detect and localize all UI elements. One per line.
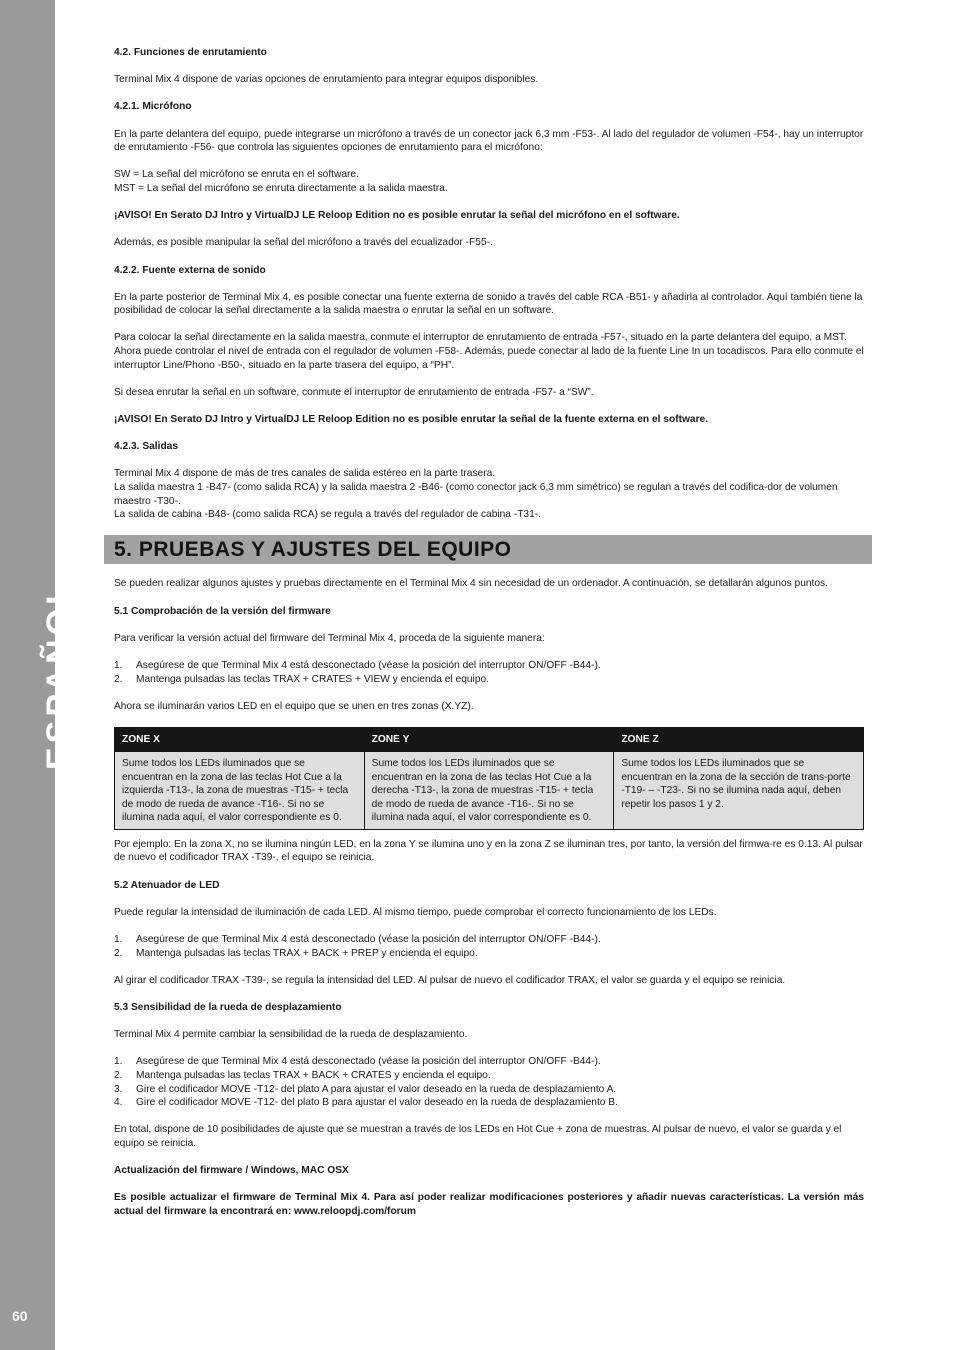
outputs-line: La salida maestra 1 -B47- (como salida RCA) y la salida maestra 2 -B46- (como conector jack 6,3 mm simétrico) se regulan a través del codifica-dor de volumen maestro -T30-. — [114, 482, 838, 507]
warning-external: ¡AVISO! En Serato DJ Intro y VirtualDJ LE Reloop Edition no es posible enrutar la señal de la fuente externa en el software. — [114, 414, 709, 426]
list-number: 2. — [114, 1069, 123, 1081]
list-text: Gire el codificador MOVE -T12- del plato B para ajustar el valor deseado en la rueda de desplazamiento B. — [136, 1097, 618, 1109]
list-number: 1. — [114, 659, 123, 671]
sw-mst-definitions — [114, 168, 864, 195]
table-cell: Sume todos los LEDs iluminados que se encuentran en la zona de las teclas Hot Cue a la izquierda -T13-, la zona de muestras -T15- + tecla de modo de rueda de avance -T16-. Si no se ilumina nada aquí, el valor correspondiente es 0. — [115, 751, 365, 829]
outputs-line: La salida de cabina -B48- (como salida RCA) se regula a través del regulador de cabina -T31-. — [114, 509, 541, 521]
paragraph: Además, es posible manipular la señal del micrófono a través del ecualizador -F55-. — [114, 237, 493, 249]
paragraph: Terminal Mix 4 dispone de varias opciones de enrutamiento para integrar equipos disponibles. — [114, 74, 539, 86]
paragraph: Al girar el codificador TRAX -T39-, se regula la intensidad del LED. Al pulsar de nuevo el codificador TRAX, el valor se guarda y el equipo se reinicia. — [114, 974, 786, 986]
paragraph: Si desea enrutar la señal en un software, conmute el interruptor de enrutamiento de entrada -F57- a “SW”. — [114, 386, 594, 398]
table-header: ZONE Z — [614, 727, 864, 751]
list-number: 4. — [114, 1097, 123, 1109]
list-number: 2. — [114, 673, 123, 685]
firmware-update-text: Es posible actualizar el firmware de Terminal Mix 4. Para así poder realizar modificaciones posteriores y añadir nuevas características. La versión más actual del firmware la encontrará en: www.reloopdj.com/forum — [114, 1192, 864, 1217]
list-number: 3. — [114, 1083, 123, 1095]
language-label: ESPAÑOL — [40, 580, 78, 770]
paragraph: Para colocar la señal directamente en la salida maestra, conmute el interruptor de enrutamiento de entrada -F57-, situado en la parte delantera del equipo, a MST. Ahora puede controlar el nivel de entrada con el regulador de volumen -F58-. Además, puede conectar al lado de la fuente Line In un tocadiscos. Para ello conmute el interruptor Line/Phono -B50-, situado en la parte trasera del equipo, a “PH”. — [114, 332, 864, 371]
heading-firmware-version: 5.1 Comprobación de la versión del firmware — [114, 605, 331, 617]
list-item — [114, 1083, 864, 1097]
steps-list — [114, 659, 864, 686]
list-number: 2. — [114, 947, 123, 959]
steps-list — [114, 933, 864, 960]
list-item — [114, 933, 864, 947]
list-item — [114, 1069, 864, 1083]
paragraph: Puede regular la intensidad de iluminación de cada LED. Al mismo tiempo, puede comprobar el correcto funcionamiento de los LEDs. — [114, 906, 717, 918]
page-number: 60 — [12, 1308, 28, 1324]
table-header-row — [115, 727, 864, 751]
main-content — [114, 46, 864, 1232]
list-text: Gire el codificador MOVE -T12- del plato A para ajustar el valor deseado en la rueda de desplazamiento A. — [136, 1083, 617, 1095]
paragraph: En la parte posterior de Terminal Mix 4, es posible conectar una fuente externa de sonido a través del cable RCA -B51- y añadirla al controlador. Aquí también tiene la posibilidad de colocar la señal directamente a la salida maestra o enrutar la señal en un software. — [114, 291, 863, 317]
list-text: Mantenga pulsadas las teclas TRAX + BACK + PREP y encienda el equipo. — [136, 947, 478, 959]
table-cell: Sume todos los LEDs iluminados que se encuentran en la zona de las teclas Hot Cue a la derecha -T13-, la zona de muestras -T15- + tecla de modo de rueda de avance -T16-. Si no se ilumina nada aquí, el valor correspondiente es 0. — [364, 751, 614, 829]
list-item — [114, 1055, 864, 1069]
mst-definition: MST = La señal del micrófono se enruta directamente a la salida maestra. — [114, 182, 448, 194]
heading-firmware-update: Actualización del firmware / Windows, MAC OSX — [114, 1165, 349, 1177]
sidebar — [0, 0, 78, 1350]
list-text: Asegúrese de que Terminal Mix 4 está desconectado (véase la posición del interruptor ON/OFF -B44-). — [136, 1056, 601, 1068]
paragraph: En total, dispone de 10 posibilidades de ajuste que se muestran a través de los LEDs en Hot Cue + zona de muestras. Al pulsar de nuevo, el valor se guarda y el equipo se reinicia. — [114, 1124, 842, 1149]
table-cell: Sume todos los LEDs iluminados que se encuentran en la zona de la sección de trans-porte -T19- – -T23-. Si no se ilumina nada aquí, deben repetir los pasos 1 y 2. — [614, 751, 864, 829]
list-text: Mantenga pulsadas las teclas TRAX + CRATES + VIEW y encienda el equipo. — [136, 673, 489, 685]
outputs-block — [114, 467, 864, 521]
paragraph: Se pueden realizar algunos ajustes y pruebas directamente en el Terminal Mix 4 sin necesidad de un ordenador. A continuación, se detallarán algunos puntos. — [114, 578, 828, 590]
zones-table — [114, 727, 864, 830]
heading-outputs: 4.2.3. Salidas — [114, 441, 178, 453]
table-header: ZONE X — [115, 727, 365, 751]
paragraph: Ahora se iluminarán varios LED en el equipo que se unen en tres zonas (X.YZ). — [114, 700, 474, 712]
steps-list — [114, 1055, 864, 1109]
heading-routing: 4.2. Funciones de enrutamiento — [114, 47, 267, 58]
heading-led-dimmer: 5.2 Atenuador de LED — [114, 879, 220, 891]
paragraph: En la parte delantera del equipo, puede integrarse un micrófono a través de un conector jack 6,3 mm -F53-. Al lado del regulador de volumen -F54-, hay un interruptor de enrutamiento -F56- que controla las siguientes opciones de enrutamiento para el micrófono: — [114, 128, 864, 154]
table-header: ZONE Y — [364, 727, 614, 751]
section-title: 5. PRUEBAS Y AJUSTES DEL EQUIPO — [104, 535, 872, 564]
paragraph: Por ejemplo: En la zona X, no se ilumina ningún LED, en la zona Y se ilumina uno y en la zona Z se iluminan tres, por tanto, la versión del firmwa-re es 0.13. Al pulsar de nuevo el codificador TRAX -T39-, el equipo se reinicia. — [114, 838, 863, 864]
list-text: Asegúrese de que Terminal Mix 4 está desconectado (véase la posición del interruptor ON/OFF -B44-). — [136, 659, 601, 671]
list-text: Mantenga pulsadas las teclas TRAX + BACK + CRATES y encienda el equipo. — [136, 1069, 491, 1081]
list-number: 1. — [114, 934, 123, 946]
warning-mic: ¡AVISO! En Serato DJ Intro y VirtualDJ LE Reloop Edition no es posible enrutar la señal del micrófono en el software. — [114, 210, 680, 222]
paragraph: Para verificar la versión actual del firmware del Terminal Mix 4, proceda de la siguiente manera: — [114, 632, 545, 644]
heading-external-source: 4.2.2. Fuente externa de sonido — [114, 264, 266, 276]
heading-jog-sensitivity: 5.3 Sensibilidad de la rueda de desplazamiento — [114, 1002, 342, 1013]
table-row — [115, 751, 864, 829]
outputs-line: Terminal Mix 4 dispone de más de tres canales de salida estéreo en la parte trasera. — [114, 468, 496, 480]
list-text: Asegúrese de que Terminal Mix 4 está desconectado (véase la posición del interruptor ON/OFF -B44-). — [136, 934, 601, 946]
list-item — [114, 947, 864, 961]
list-number: 1. — [114, 1056, 123, 1068]
list-item — [114, 659, 864, 673]
list-item — [114, 1096, 864, 1110]
sw-definition: SW = La señal del micrófono se enruta en el software. — [114, 169, 359, 181]
heading-microphone: 4.2.1. Micrófono — [114, 101, 192, 113]
list-item — [114, 673, 864, 687]
paragraph: Terminal Mix 4 permite cambiar la sensibilidad de la rueda de desplazamiento. — [114, 1029, 468, 1041]
